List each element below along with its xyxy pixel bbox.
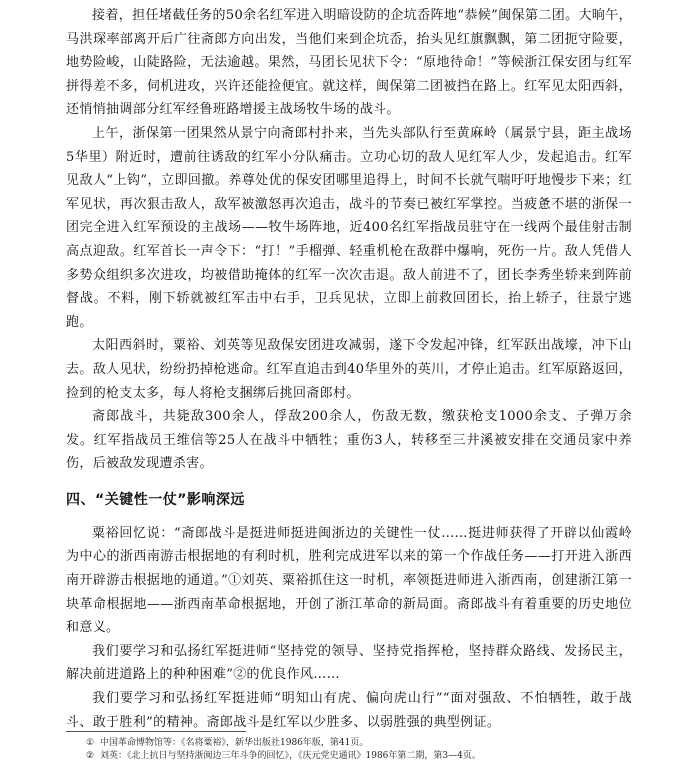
footnotes (86, 737, 632, 763)
section-paragraph-3: 我们要学习和弘扬红军挺进师“明知山有虎、偏向虎山行”“面对强敌、不怕牺牲，敢于战斗、敢于胜利”的精神。斋郎战斗是红军以少胜多、以弱胜强的典型例证。 (66, 691, 632, 730)
body-text (66, 4, 632, 734)
paragraph-3: 太阳西斜时，粟裕、刘英等见敌保安团进攻减弱，遂下令发起冲锋，红军跃出战壕，冲下山去。敌人见状，纷纷扔掉枪逃命。红军直追击到40华里外的英川，才停止追击。红军原路返回，捡到的枪支太多，每人将枪支捆绑后挑回斋郎村。 (66, 338, 632, 401)
footnote-2-mark: ② (86, 751, 95, 761)
footnote-1-text: 中国革命博物馆等：《名将粟裕》，新华出版社1986年版，第41页。 (100, 738, 369, 748)
section-paragraph-1: 粟裕回忆说：“斋郎战斗是挺进师挺进闽浙边的关键性一仗……挺进师获得了开辟以仙霞岭为中心的浙西南游击根据地的有利时机，胜利完成进军以来的第一个作战任务——打开进入浙西南开辟游击根据地的通道。”①刘英、粟裕抓住这一时机，率领挺进师进入浙西南，创建浙江第一块革命根据地——浙西南革命根据地，开创了浙江革命的新局面。斋郎战斗有着重要的历史地位和意义。 (66, 525, 632, 636)
footnote-1 (86, 737, 632, 750)
footnote-2-text: 刘英：《北上抗日与坚持浙闽边三年斗争的回忆》，《庆元党史通讯》1986年第二期，第3—4页。 (100, 751, 481, 761)
footnote-1-mark: ① (86, 738, 95, 748)
footnote-divider (66, 731, 246, 732)
paragraph-1: 接着，担任堵截任务的50余名红军进入明暗设防的企坑岙阵地“恭候”闽保第二团。大晌午，马洪琛率部离开后广往斋郎方向出发，当他们来到企坑岙，抬头见红旗飘飘，第二团扼守险要，地势险峻，山陡路险，无法逾越。果然，马团长见状下令：“原地待命！”等候浙江保安团与红军拼得差不多，伺机进攻，兴许还能捡便宜。就这样，闽保第二团被挡在路上。红军见太阳西斜，还悄悄抽调部分红军经鲁班路增援主战场牧牛场的战斗。 (66, 8, 632, 118)
paragraph-2: 上午，浙保第一团果然从景宁向斋郎村扑来，当先头部队行至黄麻岭（属景宁县，距主战场5华里）附近时，遭前往诱敌的红军小分队痛击。立功心切的敌人见红军人少，发起追击。红军见敌人“上钩”，立即回撤。养尊处优的保安团哪里追得上，时间不长就气喘吁吁地慢步下来；红军见状，再次狠击敌人，敌军被激怒再次追击，战斗的节奏已被红军掌控。当疲惫不堪的浙保一团完全进入红军预设的主战场——牧牛场阵地，近400名红军指战员驻守在一线两个最佳射击制高点迎敌。红军首长一声令下：“打！”手榴弹、轻重机枪在敌群中爆响，死伤一片。敌人凭借人多势众组织多次进攻，均被借助掩体的红军一次次击退。敌人前进不了，团长李秀坐轿来到阵前督战。不料，刚下轿就被红军击中右手，卫兵见状，立即上前救回团长，抬上轿子，往景宁逃跑。 (66, 125, 632, 330)
section-paragraph-2: 我们要学习和弘扬红军挺进师“坚持党的领导、坚持党指挥枪，坚持群众路线、发扬民主，解决前进道路上的种种困难”②的优良作风…… (66, 643, 632, 683)
paragraph-4: 斋郎战斗，共毙敌300余人，俘敌200余人，伤敌无数，缴获枪支1000余支、子弹万余发。红军指战员王维信等25人在战斗中牺牲；重伤3人，转移至三井溪被安排在交通员家中养伤，后被敌发现遭杀害。 (66, 409, 632, 472)
footnote-2 (86, 750, 632, 763)
section-heading: 四、“关键性一仗”影响深远 (66, 491, 245, 508)
